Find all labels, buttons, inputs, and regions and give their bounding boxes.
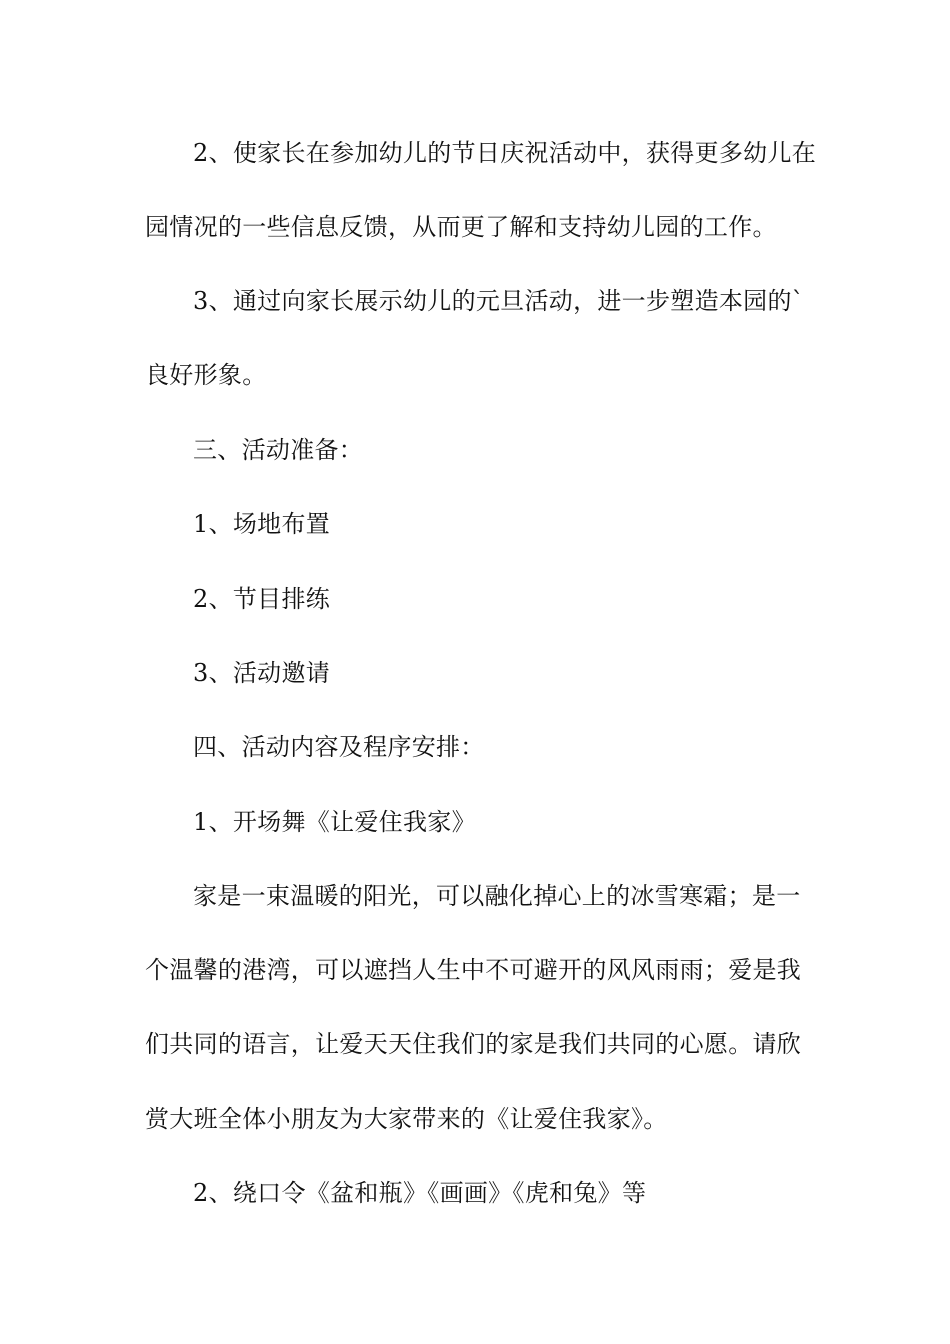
text-line: 良好形象。 <box>145 361 267 389</box>
text-line: 2、使家长在参加幼儿的节日庆祝活动中，获得更多幼儿在 <box>193 139 817 167</box>
text-line: 们共同的语言，让爱天天住我们的家是我们共同的心愿。请欣 <box>145 1030 802 1058</box>
text-line: 园情况的一些信息反馈，从而更了解和支持幼儿园的工作。 <box>145 213 777 241</box>
list-item: 1、开场舞《让爱住我家》 <box>193 808 476 836</box>
text-line: 3、通过向家长展示幼儿的元旦活动，进一步塑造本园的` <box>193 287 805 315</box>
text-line: 家是一束温暖的阳光，可以融化掉心上的冰雪寒霜；是一 <box>193 882 801 910</box>
section-heading: 四、活动内容及程序安排： <box>193 733 485 761</box>
list-item: 1、场地布置 <box>193 510 331 538</box>
text-line: 赏大班全体小朋友为大家带来的《让爱住我家》。 <box>145 1105 668 1133</box>
list-item: 2、节目排练 <box>193 585 331 613</box>
section-heading: 三、活动准备： <box>193 436 364 464</box>
text-line: 个温馨的港湾，可以遮挡人生中不可避开的风风雨雨；爱是我 <box>145 956 802 984</box>
list-item: 2、绕口令《盆和瓶》《画画》《虎和兔》等 <box>193 1179 647 1207</box>
list-item: 3、活动邀请 <box>193 659 331 687</box>
